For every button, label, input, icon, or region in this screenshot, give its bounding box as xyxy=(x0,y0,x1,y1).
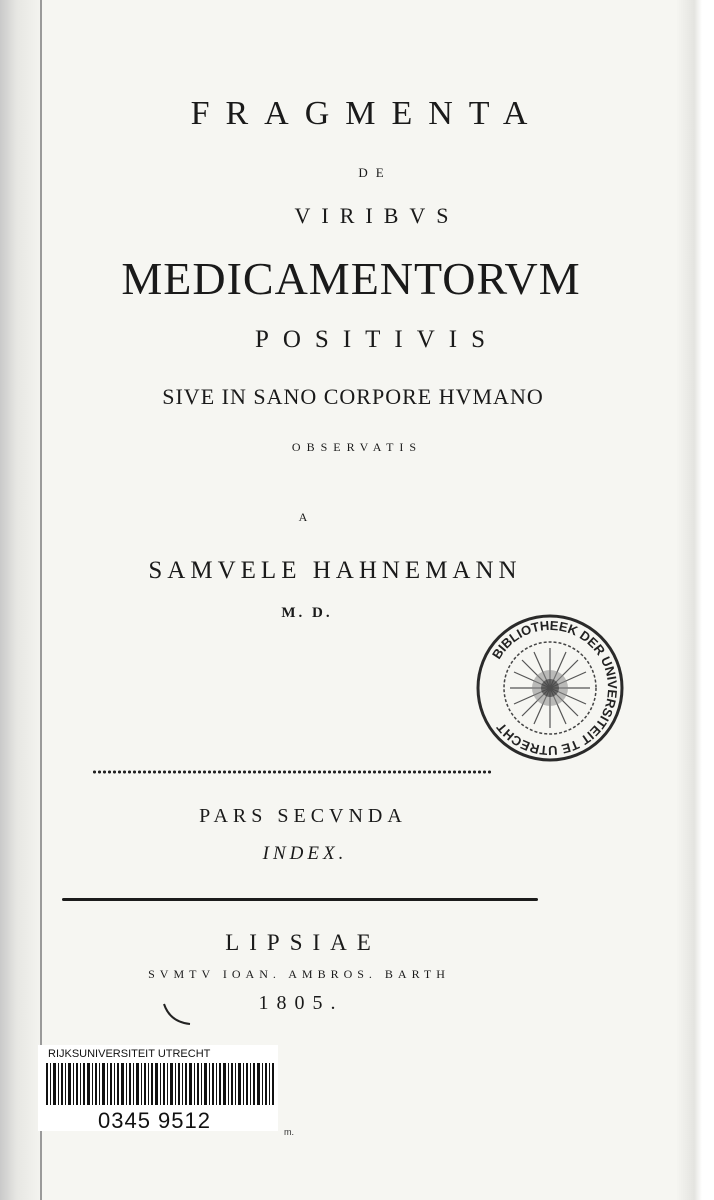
small-ink-mark: m. xyxy=(284,1127,294,1137)
part-heading: PARS SECVNDA xyxy=(199,805,407,827)
barcode-number: 0345 9512 xyxy=(98,1108,211,1133)
title-medicamentorum: MEDICAMENTORVM xyxy=(121,253,581,304)
horizontal-rule xyxy=(62,898,538,901)
title-de: DE xyxy=(358,165,392,180)
imprint-place: LIPSIAE xyxy=(225,930,381,955)
title-observatis: OBSERVATIS xyxy=(291,440,423,454)
title-positivis: POSITIVIS xyxy=(254,326,500,353)
imprint-publisher: SVMTV IOAN. AMBROS. BARTH xyxy=(148,967,450,981)
author-name: SAMVELE HAHNEMANN xyxy=(148,557,522,584)
title-viribus: VIRIBVS xyxy=(294,203,460,228)
title-sive-in-sano: SIVE IN SANO CORPORE HVMANO xyxy=(162,384,544,409)
imprint-year: 1805. xyxy=(258,992,344,1014)
barcode-library-name: RIJKSUNIVERSITEIT UTRECHT xyxy=(48,1048,211,1060)
part-subtitle: INDEX. xyxy=(262,843,348,864)
author-degree: M. D. xyxy=(281,605,333,621)
barcode-icon xyxy=(44,1063,276,1105)
title-a: A xyxy=(298,510,308,524)
dotted-divider xyxy=(92,770,492,774)
pen-mark-icon xyxy=(160,1000,200,1030)
library-stamp-icon xyxy=(474,612,626,764)
title-fragmenta: FRAGMENTA xyxy=(190,95,544,132)
stamp-text: BIBLIOTHEEK DER UNIVERSITEIT TE UTRECHT xyxy=(489,617,621,759)
